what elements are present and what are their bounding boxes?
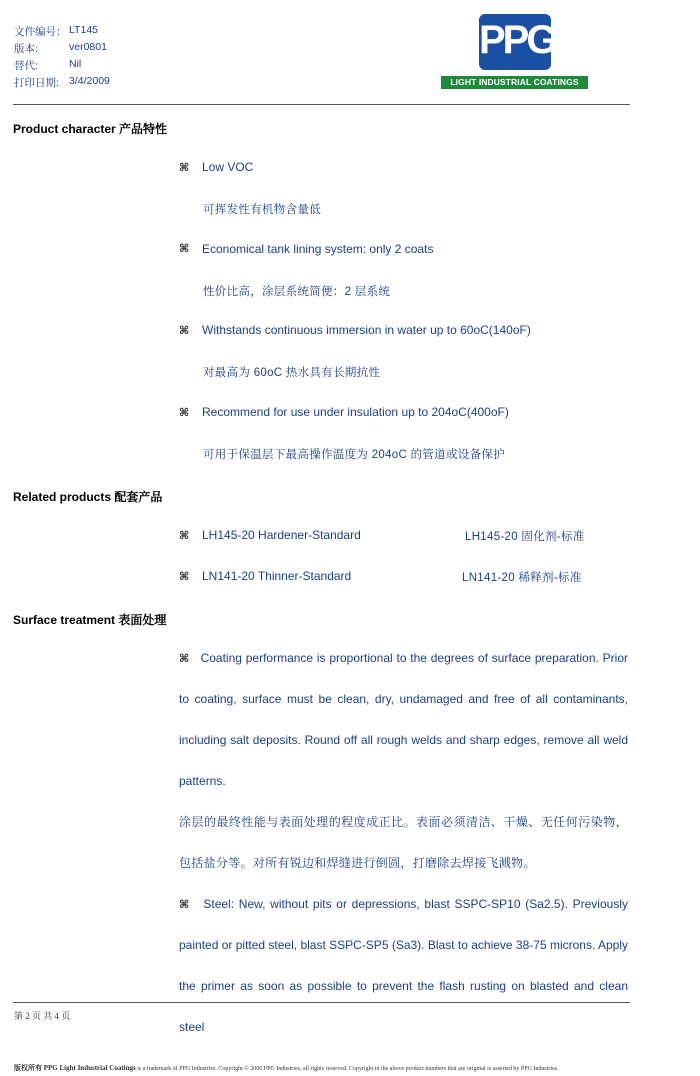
ppg-logo-text: PPG (479, 18, 555, 62)
feature-zh: 性价比高，涂层系统简便：2 层系统 (203, 286, 391, 298)
steel-prep-text: Steel: New, without pits or depressions, blast SSPC-SP10 (Sa2.5). Previously painted or pitted steel, blast SSPC-SP5 (Sa3). Blast to achieve 38-75 microns. Apply the primer as soon as possible to prevent the flash rusting on blasted and clean steel (179, 897, 628, 1034)
doc-no-value: LT145 (69, 24, 98, 36)
feature-zh: 对最高为 60oC 热水具有长期抗性 (203, 367, 381, 379)
bullet-icon: ⌘ (179, 570, 190, 583)
steel-prep-paragraph (179, 884, 628, 1034)
surface-prep-paragraph-en (179, 638, 628, 802)
bullet-icon: ⌘ (179, 898, 190, 911)
feature-en: Withstands continuous immersion in water up to 60oC(140oF) (202, 323, 531, 337)
version-value: ver0801 (69, 41, 107, 53)
section-heading-surface-treatment: Surface treatment 表面处理 (13, 613, 167, 627)
section-heading-product-character: Product character 产品特性 (13, 122, 168, 136)
feature-en: Economical tank lining system: only 2 coats (202, 242, 434, 256)
copyright-line (14, 1063, 559, 1073)
feature-en: Recommend for use under insulation up to 204oC(400oF) (202, 405, 509, 419)
surface-prep-text: Coating performance is proportional to the degrees of surface preparation. Prior to coating, surface must be clean, dry, undamaged and free of all contaminants, including salt deposits. Round off all rough welds and sharp edges, remove all weld patterns. (179, 651, 628, 788)
replaces-label: 替代: (14, 60, 38, 72)
logo-subtitle: LIGHT INDUSTRIAL COATINGS (441, 76, 588, 89)
page-info: 第 2 页 共 4 页 (14, 1011, 71, 1021)
related-product-zh: LN141-20 稀释剂-标准 (462, 572, 582, 584)
bullet-icon: ⌘ (179, 406, 190, 419)
related-product-en: LN141-20 Thinner-Standard (202, 569, 352, 583)
header-divider (13, 104, 630, 105)
feature-en: Low VOC (202, 160, 254, 174)
print-date-label: 打印日期: (14, 77, 59, 89)
related-product-zh: LH145-20 固化剂-标准 (465, 531, 585, 543)
section-heading-related-products: Related products 配套产品 (13, 490, 163, 504)
replaces-value: Nil (69, 58, 82, 70)
bullet-icon: ⌘ (179, 161, 190, 174)
copyright-owner: 版权所有 PPG Light Industrial Coatings (14, 1064, 136, 1072)
print-date-value: 3/4/2009 (69, 75, 110, 87)
feature-zh: 可挥发性有机物含量低 (203, 204, 321, 216)
doc-no-label: 文件编号： (14, 26, 67, 38)
version-label: 版本: (14, 43, 38, 55)
related-product-en: LH145-20 Hardener-Standard (202, 528, 361, 542)
bullet-icon: ⌘ (179, 324, 190, 337)
bullet-icon: ⌘ (179, 242, 190, 255)
feature-zh: 可用于保温层下最高操作温度为 204oC 的管道或设备保护 (203, 449, 505, 461)
copyright-text: is a trademark of PPG Industries. Copyright © 2006 PPG Industries, all rights reserved. Copyright in the above product numbers that are original is asserted by PPG Industries. (137, 1066, 559, 1072)
bullet-icon: ⌘ (179, 529, 190, 542)
surface-prep-paragraph-zh: 涂层的最终性能与表面处理的程度成正比。表面必须清洁、干燥、无任何污染物，包括盐分等。对所有锐边和焊缝进行倒圆，打磨除去焊接飞溅物。 (179, 815, 628, 870)
bullet-icon: ⌘ (179, 652, 190, 665)
footer-divider (13, 1002, 630, 1003)
